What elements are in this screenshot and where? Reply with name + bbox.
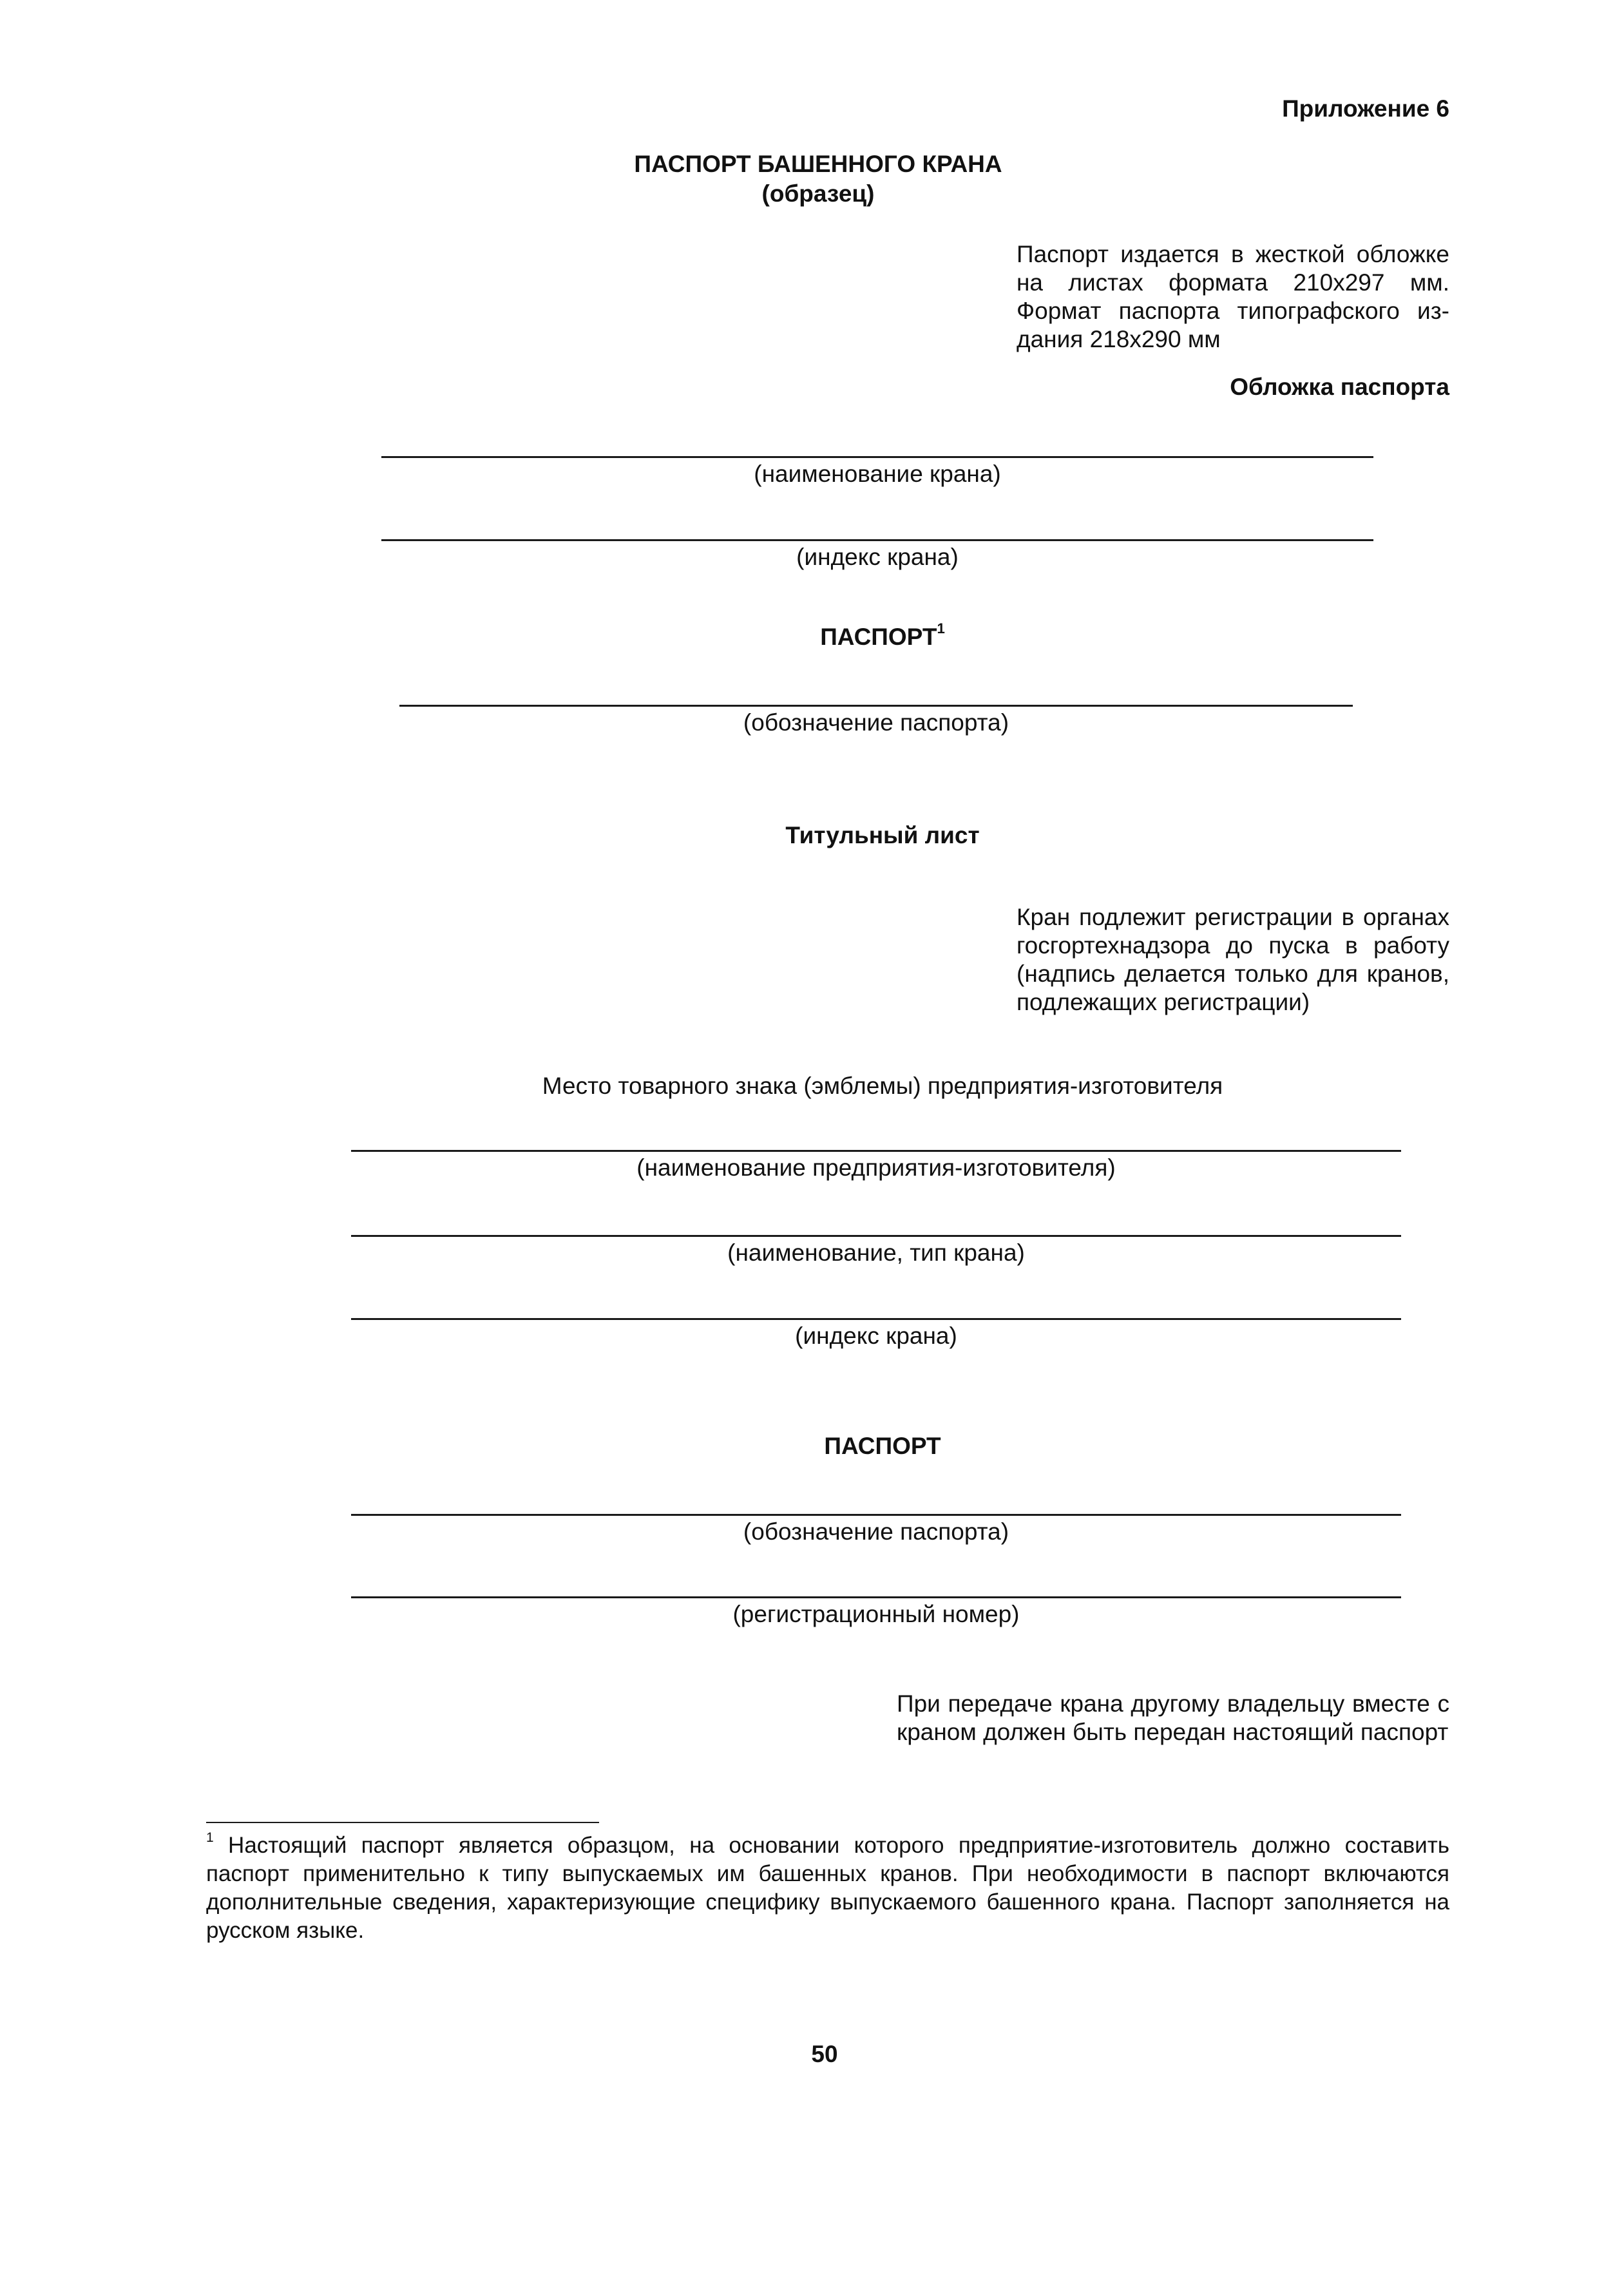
footnote-number: 1 [206,1830,214,1846]
manufacturer-line [351,1150,1401,1152]
crane-name-type-line [351,1235,1401,1237]
title-passport-designation-caption: (обозначение паспорта) [743,1518,1009,1545]
title-crane-index-caption: (индекс крана) [795,1323,957,1349]
appendix-label: Приложение 6 [1282,95,1449,122]
crane-index-caption: (индекс крана) [796,544,959,570]
footnote-mark: 1 [937,620,945,637]
emblem-place-text: Место товарного знака (эмблемы) предприятия-изготовителя [542,1073,1223,1099]
page-number: 50 [811,2041,838,2067]
footnote [206,1831,1449,1945]
registration-note: Кран подлежит регистрации в органах госгортехнадзора до пуска в работу (надпись делается только для кранов, подлежащих регистрации) [1017,904,1449,1015]
registration-number-caption: (регистрационный номер) [732,1601,1020,1627]
footnote-text: Настоящий паспорт является образцом, на основании которого предприятие-изготовитель должно составить паспорт применительно к типу выпускаемых им башенных кранов. При необходимости в паспорт включаются дополнительные сведения, характеризующие специфику выпускаемого башенного крана. Паспорт заполняется на русском языке. [206,1833,1449,1943]
title-crane-index-line [351,1318,1401,1320]
crane-name-type-caption: (наименование, тип крана) [727,1239,1025,1266]
passport-designation-line [399,705,1353,707]
document-title: ПАСПОРТ БАШЕННОГО КРАНА [634,151,1002,177]
format-note: Паспорт издается в жесткой обложке на листах формата 210х297 мм. Формат паспорта типографского издания 218х290 мм [1017,241,1449,352]
manufacturer-caption: (наименование предприятия-изготовителя) [636,1154,1116,1181]
document-subtitle: (образец) [761,180,875,207]
transfer-note: При передаче крана другому владельцу вместе с краном должен быть передан настоящий паспорт [897,1690,1449,1745]
registration-number-line [351,1596,1401,1598]
crane-index-line [381,539,1373,541]
crane-name-line [381,456,1373,458]
title-passport-word: ПАСПОРТ [824,1433,941,1459]
cover-heading: Обложка паспорта [1230,374,1449,400]
passport-word: ПАСПОРТ [820,624,937,650]
passport-designation-caption: (обозначение паспорта) [743,709,1009,736]
title-passport-designation-line [351,1514,1401,1516]
title-page-heading: Титульный лист [785,822,980,848]
footnote-separator [206,1822,599,1823]
cover-passport-title [709,620,1056,651]
crane-name-caption: (наименование крана) [754,461,1001,487]
